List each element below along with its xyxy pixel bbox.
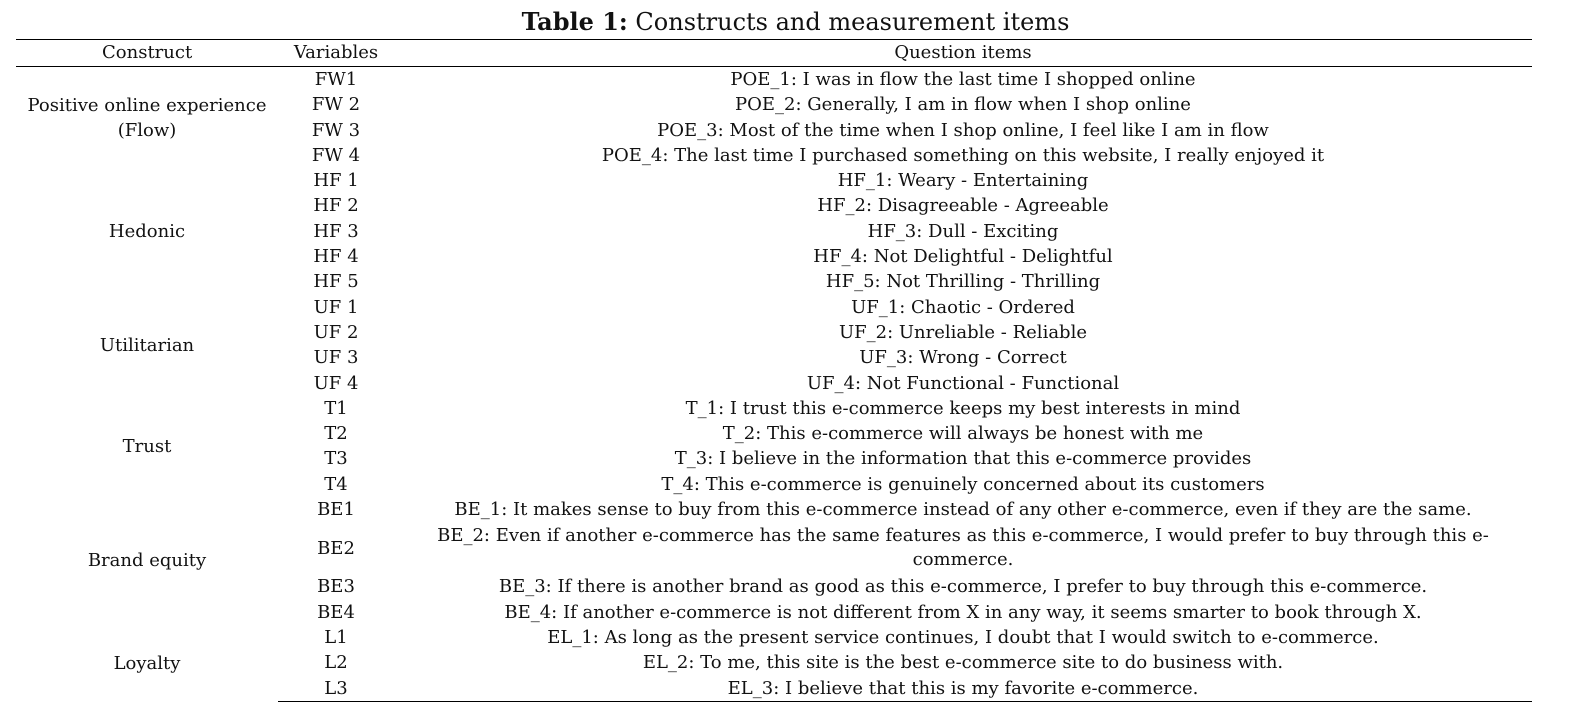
question-item-cell: HF_4: Not Delightful - Delightful (813, 246, 1113, 268)
table-caption (0, 6, 1591, 38)
question-item-cell: POE_4: The last time I purchased something on this website, I really enjoyed it (601, 144, 1325, 166)
question-item-cell: BE_4: If another e-commerce is not different from X in any way, it seems smarter to book through X. (504, 601, 1422, 623)
construct-cell: Utilitarian (99, 334, 195, 356)
table-caption-label: Table 1: (521, 7, 628, 36)
table-row (16, 497, 1532, 522)
variable-cell: UF 3 (313, 347, 359, 369)
question-item-cell: POE_1: I was in flow the last time I shopped online (730, 69, 1196, 90)
table-row (16, 168, 1532, 193)
variable-cell: BE2 (317, 537, 355, 559)
header-construct: Construct (16, 40, 278, 67)
variable-cell: UF 1 (313, 296, 359, 318)
variable-cell: FW 3 (311, 119, 361, 141)
header-row (16, 40, 1532, 67)
construct-cell: Loyalty (113, 652, 181, 674)
table-row (16, 625, 1532, 650)
table-row (16, 396, 1532, 421)
construct-cell: Brand equity (87, 550, 207, 572)
variable-cell: L1 (324, 626, 348, 648)
table-row (16, 295, 1532, 320)
question-item-cell: T_2: This e-commerce will always be honest with me (722, 423, 1204, 445)
variable-cell: L2 (324, 652, 348, 674)
measurement-items-table (16, 39, 1532, 702)
header-question-items: Question items (394, 40, 1532, 67)
question-item-cell: UF_2: Unreliable - Reliable (838, 321, 1087, 343)
question-item-cell: UF_4: Not Functional - Functional (806, 372, 1120, 394)
variable-cell: FW1 (314, 69, 358, 90)
question-item-cell: HF_5: Not Thrilling - Thrilling (825, 271, 1101, 293)
variable-cell: BE4 (317, 601, 355, 623)
table-caption-text: Constructs and measurement items (627, 8, 1070, 36)
variable-cell: FW 2 (311, 94, 361, 116)
question-item-cell: HF_1: Weary - Entertaining (837, 170, 1089, 192)
question-item-cell: T_1: I trust this e-commerce keeps my best interests in mind (685, 397, 1241, 419)
question-item-cell: BE_1: It makes sense to buy from this e-commerce instead of any other e-commerce, even if they are the same. (454, 499, 1472, 521)
question-item-cell: EL_1: As long as the present service continues, I doubt that I would switch to e-commerce. (547, 626, 1379, 648)
variable-cell: UF 2 (313, 321, 359, 343)
question-item-cell: HF_3: Dull - Exciting (867, 220, 1059, 242)
construct-cell: Positive online experience (Flow) (27, 94, 267, 141)
construct-cell: Hedonic (108, 220, 186, 242)
table-header (16, 40, 1532, 67)
variable-cell: FW 4 (311, 144, 361, 166)
question-item-cell: T_4: This e-commerce is genuinely concerned about its customers (661, 473, 1265, 495)
question-item-cell: EL_3: I believe that this is my favorite e-commerce. (394, 676, 1532, 702)
question-item-cell: EL_2: To me, this site is the best e-commerce site to do business with. (642, 652, 1284, 674)
question-item-cell: UF_1: Chaotic - Ordered (851, 296, 1075, 318)
variable-cell: T1 (324, 397, 348, 419)
question-item-cell: BE_3: If there is another brand as good as this e-commerce, I prefer to buy through this e-commerce. (498, 576, 1428, 598)
variable-cell: T3 (324, 448, 348, 470)
variable-cell: HF 2 (313, 195, 359, 217)
question-item-cell: BE_2: Even if another e-commerce has the same features as this e-commerce, I would prefer to buy through this e-commerce. (437, 525, 1489, 571)
construct-cell: Trust (122, 435, 172, 457)
table-body (16, 67, 1532, 702)
variable-cell: L3 (278, 676, 394, 702)
variable-cell: HF 3 (313, 220, 359, 242)
variable-cell: HF 5 (313, 271, 359, 293)
variable-cell: BE3 (317, 576, 355, 598)
question-item-cell: POE_2: Generally, I am in flow when I shop online (735, 94, 1191, 116)
variable-cell: T2 (324, 423, 348, 445)
question-item-cell: HF_2: Disagreeable - Agreeable (817, 195, 1109, 217)
variable-cell: UF 4 (313, 372, 359, 394)
question-item-cell: POE_3: Most of the time when I shop online, I feel like I am in flow (657, 119, 1269, 141)
variable-cell: HF 4 (313, 246, 359, 268)
question-item-cell: T_3: I believe in the information that this e-commerce provides (674, 448, 1252, 470)
variable-cell: HF 1 (313, 170, 359, 192)
variable-cell: T4 (324, 473, 348, 495)
table-row (16, 67, 1532, 93)
question-item-cell: UF_3: Wrong - Correct (859, 347, 1067, 369)
variable-cell: BE1 (317, 499, 355, 521)
header-variables: Variables (278, 40, 394, 67)
